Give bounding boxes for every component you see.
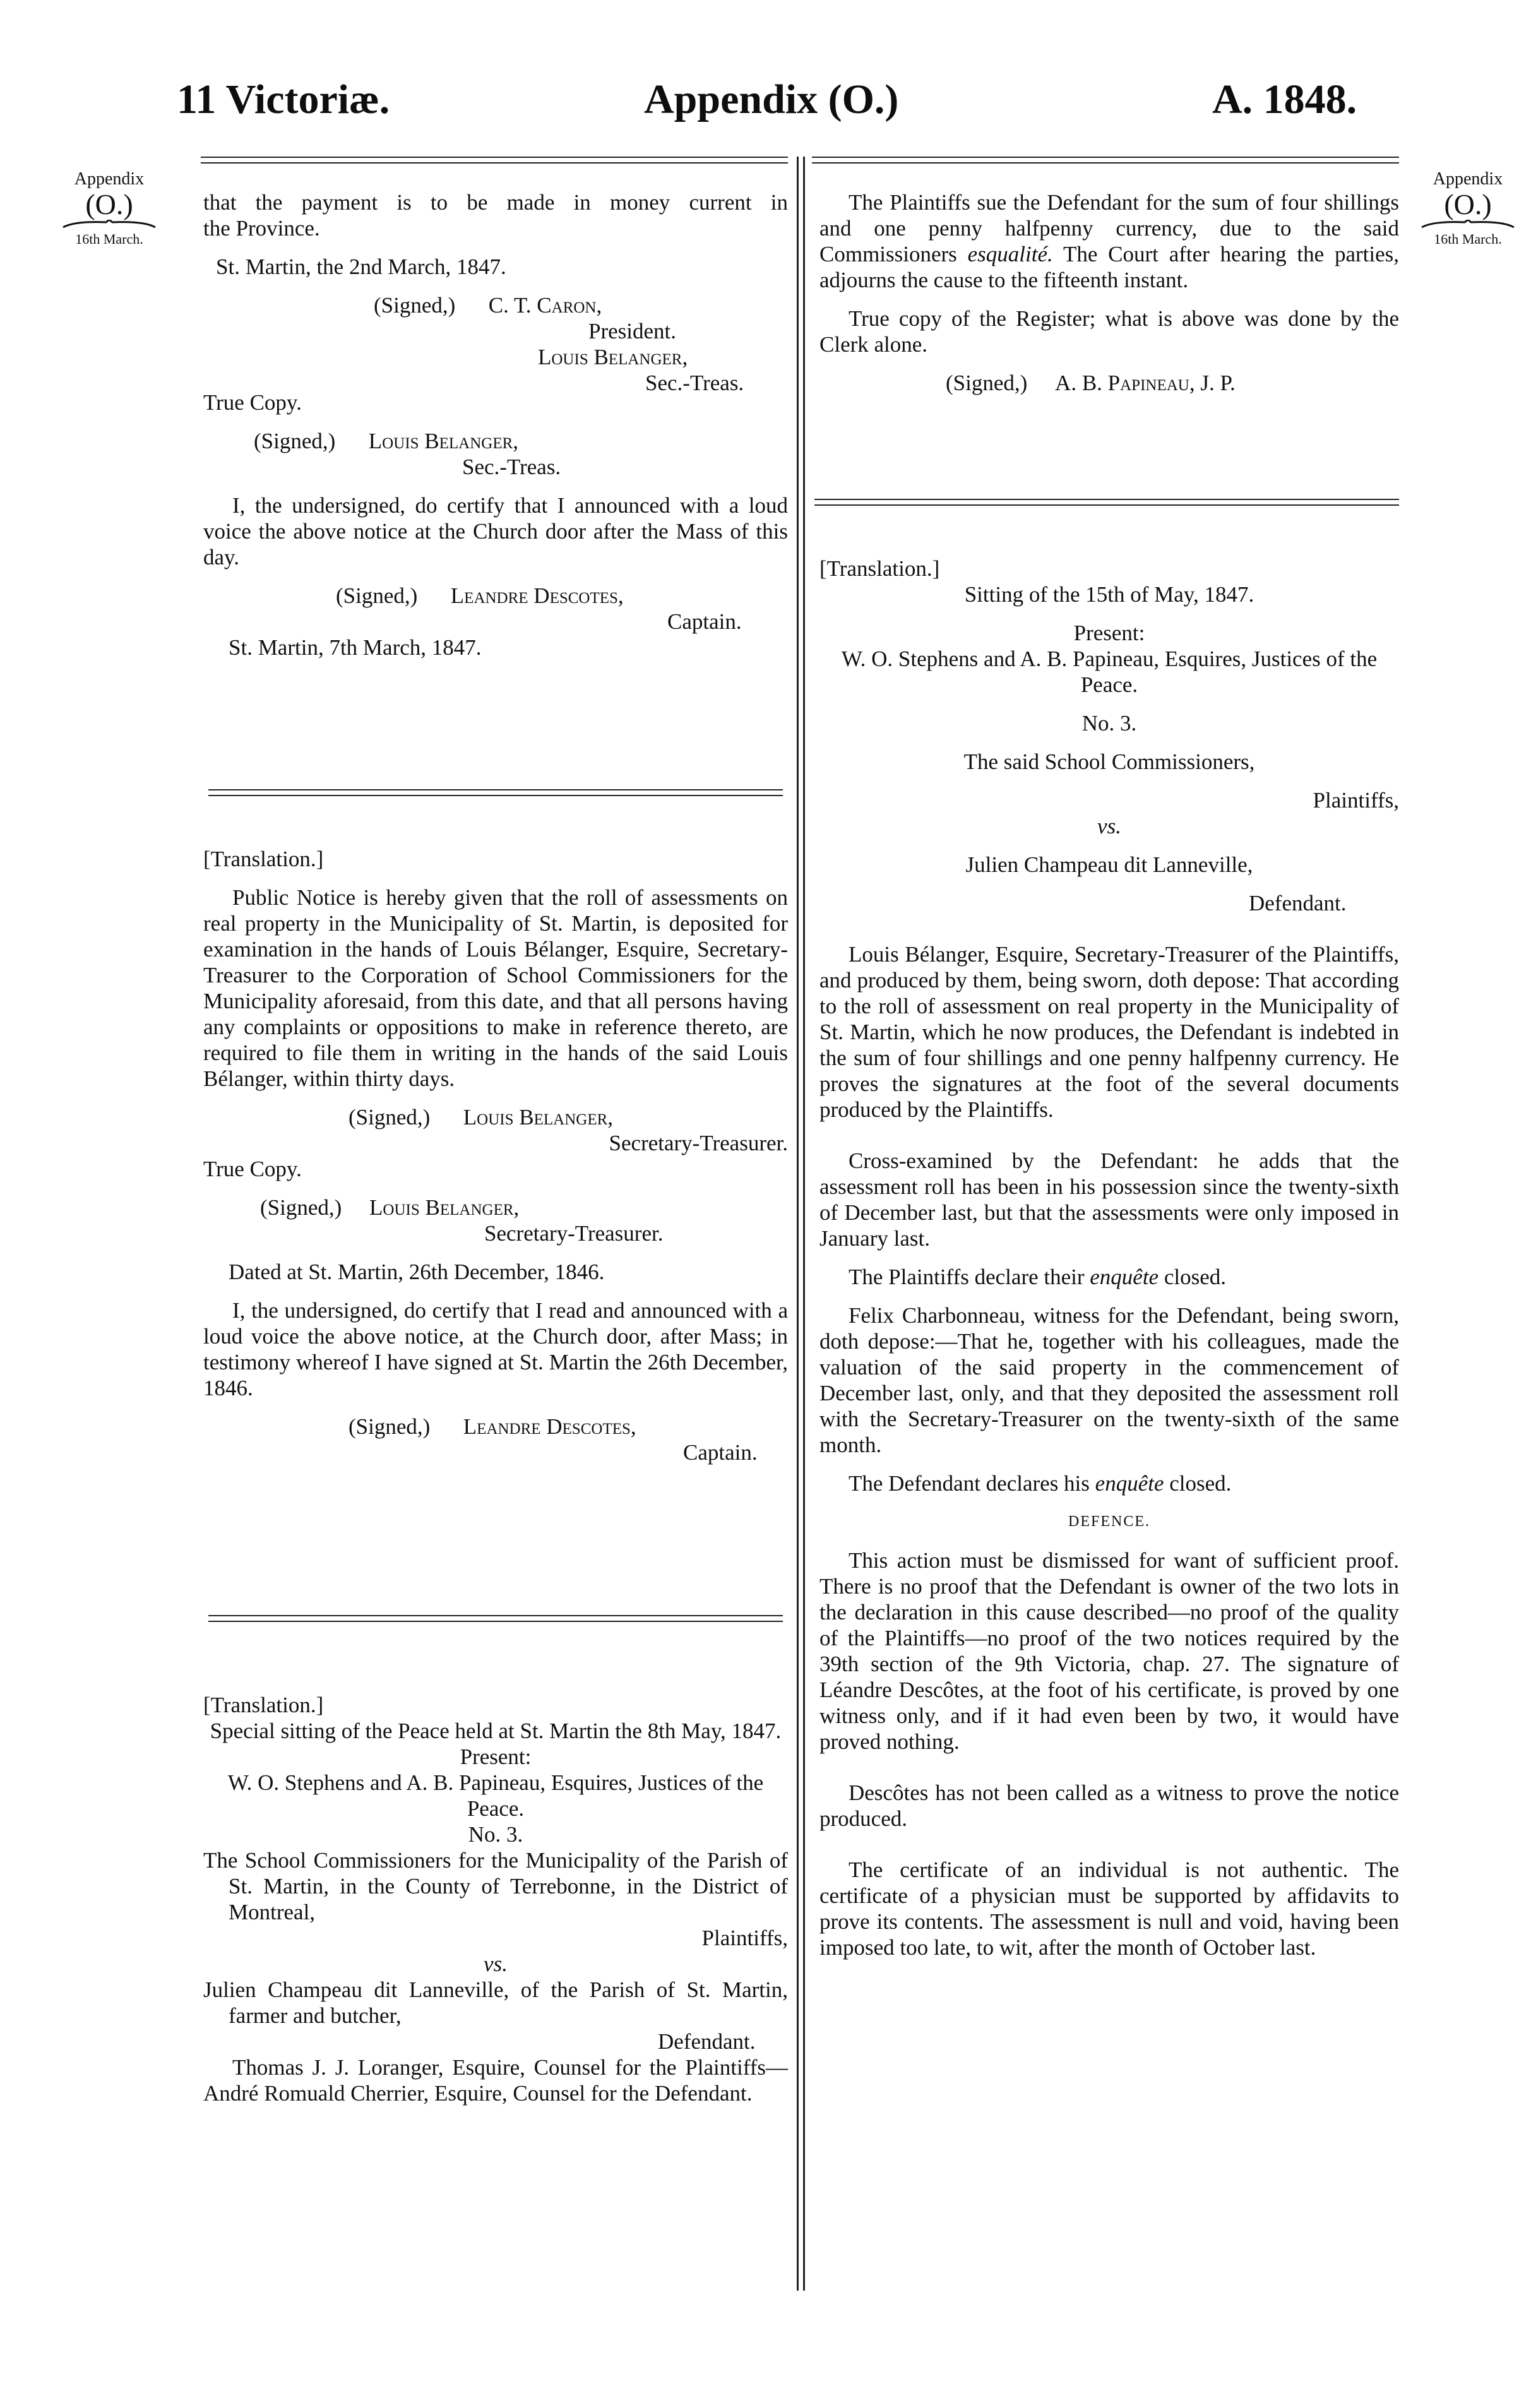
defence-heading: DEFENCE. (1068, 1513, 1150, 1530)
signatory-name: Louis Belanger, (538, 345, 688, 369)
defendant-name: Julien Champeau dit Lanneville, (965, 852, 1253, 877)
signatory-name: Louis Belanger, (463, 1105, 614, 1129)
parties-defendant: Julien Champeau dit Lanneville, of the Parish of St. Martin, farmer and butcher, (203, 1977, 788, 2028)
case-number: No. 3. (468, 1822, 523, 1847)
justices-line: W. O. Stephens and A. B. Papineau, Esquires, Justices of the Peace. (227, 1770, 764, 1821)
justices-line: W. O. Stephens and A. B. Papineau, Esquires, Justices of the Peace. (841, 647, 1378, 697)
brace-icon (1421, 220, 1515, 229)
section-rule (208, 1615, 783, 1622)
left-section-special-sitting (203, 1692, 788, 2106)
defendant-label: Defendant. (658, 2029, 756, 2054)
left-section-notice-end (203, 189, 788, 660)
testimony-charbonneau: Felix Charbonneau, witness for the Defendant, being sworn, doth depose:—That he, together with his colleagues, made the valuation of the said property in the commencement of December last, only, and that they deposited the assessment roll with the Secretary-Treasurer on the twenty-sixth of the same month. (819, 1303, 1399, 1457)
cross-examination: Cross-examined by the Defendant: he adds that the assessment roll has been in his possession since the twenty-sixth of December last, but that the assessments were only imposed in January last. (819, 1148, 1399, 1251)
sitting-line: Sitting of the 15th of May, 1847. (964, 582, 1254, 607)
true-copy: True Copy. (203, 390, 302, 415)
signed-label: (Signed,) (336, 583, 418, 608)
signatory-name: A. B. Papineau, J. P. (1055, 371, 1236, 395)
versus-label: vs. (1097, 814, 1121, 838)
present-label: Present: (1073, 621, 1145, 645)
column-divider-a (797, 157, 799, 2291)
margin-note-left (56, 169, 163, 247)
signatory-title: Sec.-Treas. (645, 371, 744, 395)
place-date: St. Martin, the 2nd March, 1847. (216, 254, 506, 279)
signatory-title: Captain. (683, 1440, 758, 1465)
certificate-text: I, the undersigned, do certify that I announced with a loud voice the above notice at the Church door after the Mass of this day. (203, 493, 788, 569)
register-text-italic: esqualité. (967, 242, 1053, 266)
signatory-name: Louis Belanger, (368, 429, 519, 453)
signatory-name: C. T. Caron, (488, 293, 602, 318)
register-text: The Court after hearing the parties, adjourns the cause to the fifteenth instant. (819, 242, 1400, 292)
brace-icon (62, 220, 157, 229)
signed-label: (Signed,) (348, 1105, 431, 1129)
top-rule-left (201, 157, 788, 164)
margin-ref: (O.) (85, 188, 133, 220)
left-section-public-notice (203, 846, 788, 1465)
true-copy-register: True copy of the Register; what is above was done by the Clerk alone. (819, 306, 1399, 357)
text-line: that the payment is to be made in money current in (203, 190, 788, 215)
closing-text: closed. (1164, 1265, 1227, 1289)
parties-plaintiff: The said School Commissioners, (963, 749, 1255, 774)
testimony-belanger: Louis Bélanger, Esquire, Secretary-Treasurer of the Plaintiffs, and produced by them, being sworn, doth depose: That according to the roll of assessment on real property in the Municipality of St. Martin, which he now produces, the Defendant is indebted in the sum of four shillings and one penny halfpenny currency. He proves the signatures at the foot of the several documents produced by the Plaintiffs. (819, 942, 1399, 1122)
signatory-title: Captain. (667, 609, 742, 634)
true-copy: True Copy. (203, 1157, 302, 1181)
closing-text: The Plaintiffs declare their (849, 1265, 1085, 1289)
closing-text: closed. (1169, 1471, 1232, 1496)
defence-paragraph: This action must be dismissed for want of sufficient proof. There is no proof that the Defendant is owner of the two lots in the declaration in this cause described—no proof of the quality of the Plaintiffs—no proof of the two notices required by the 39th section of the 9th Victoria, chap. 27. The signature of Léandre Descôtes, at the foot of his certificate, is proved by one witness only, and if it had even been by two, it would have proved nothing. (819, 1548, 1399, 1754)
column-divider-b (803, 157, 805, 2291)
signed-label: (Signed,) (374, 293, 456, 318)
signed-label: (Signed,) (348, 1414, 431, 1439)
margin-date: 16th March. (1434, 231, 1502, 247)
section-rule (208, 789, 783, 796)
versus-label: vs. (484, 1952, 508, 1976)
translation-label: [Translation.] (203, 1693, 324, 1717)
signatory-title: Sec.-Treas. (462, 455, 561, 479)
register-text: The Plaintiffs sue the Defendant for the sum of four shillings and one penny halfpenny currency, due to the said Commissioners (819, 190, 1399, 266)
translation-label: [Translation.] (819, 556, 940, 581)
section-rule (814, 499, 1399, 506)
signatory-title: Secretary-Treasurer. (484, 1221, 664, 1246)
signatory-name: Louis Belanger, (369, 1195, 520, 1220)
translation-label: [Translation.] (203, 847, 324, 871)
margin-date: 16th March. (75, 231, 143, 247)
signed-label: (Signed,) (254, 429, 336, 453)
closing-text: The Defendant declares his (849, 1471, 1090, 1496)
top-rule-right (812, 157, 1399, 164)
right-section-sitting (819, 556, 1399, 1960)
sitting-line: Special sitting of the Peace held at St. Martin the 8th May, 1847. (210, 1719, 782, 1743)
closing-text-italic: enquête (1090, 1265, 1159, 1289)
signatory-title: President. (588, 319, 677, 343)
text-line: the Province. (203, 216, 320, 241)
defendant-label: Defendant. (1249, 891, 1347, 915)
margin-label: Appendix (1433, 169, 1503, 189)
counsel-text: Thomas J. J. Loranger, Esquire, Counsel for the Plaintiffs—André Romuald Cherrier, Esquire, Counsel for the Defendant. (203, 2055, 788, 2106)
header-year: A. 1848. (1212, 76, 1357, 122)
margin-note-right (1414, 169, 1522, 247)
notice-text: Public Notice is hereby given that the roll of assessments on real property in the Municipality of St. Martin, is deposited for examination in the hands of Louis Bélanger, Esquire, Secretary-Treasurer to the Corporation of School Commissioners for the Municipality aforesaid, from this date, and that all persons having any complaints or oppositions to make in reference thereto, are required to file them in writing in the hands of the said Louis Bélanger, within thirty days. (203, 885, 788, 1091)
header-session: 11 Victoriæ. (177, 76, 390, 122)
plaintiffs-label: Plaintiffs, (1313, 788, 1399, 813)
case-number: No. 3. (1081, 711, 1137, 736)
margin-ref: (O.) (1444, 188, 1492, 220)
dated-line: Dated at St. Martin, 26th December, 1846. (229, 1260, 605, 1284)
signatory-name: Leandre Descotes, (463, 1414, 636, 1439)
present-label: Present: (460, 1744, 532, 1769)
signed-label: (Signed,) (946, 371, 1028, 395)
place-date: St. Martin, 7th March, 1847. (229, 635, 482, 660)
margin-label: Appendix (74, 169, 145, 189)
signatory-name: Leandre Descotes, (450, 583, 624, 608)
certificate-text: I, the undersigned, do certify that I read and announced with a loud voice the above notice, at the Church door, after Mass; in testimony whereof I have signed at St. Martin the 26th December, 1846. (203, 1298, 788, 1400)
closing-text-italic: enquête (1095, 1471, 1164, 1496)
signatory-title: Secretary-Treasurer. (609, 1131, 788, 1155)
right-section-register (819, 189, 1399, 396)
defence-paragraph: The certificate of an individual is not authentic. The certificate of a physician must be supported by affidavits to prove its contents. The assessment is null and void, having been imposed too late, to wit, after the month of October last. (819, 1857, 1399, 1960)
parties-plaintiff: The School Commissioners for the Municipality of the Parish of St. Martin, in the County of Terrebonne, in the District of Montreal, (203, 1848, 788, 1924)
header-appendix: Appendix (O.) (644, 76, 899, 122)
signed-label: (Signed,) (260, 1195, 342, 1220)
defence-paragraph: Descôtes has not been called as a witness to prove the notice produced. (819, 1780, 1399, 1831)
plaintiffs-label: Plaintiffs, (701, 1926, 788, 1950)
